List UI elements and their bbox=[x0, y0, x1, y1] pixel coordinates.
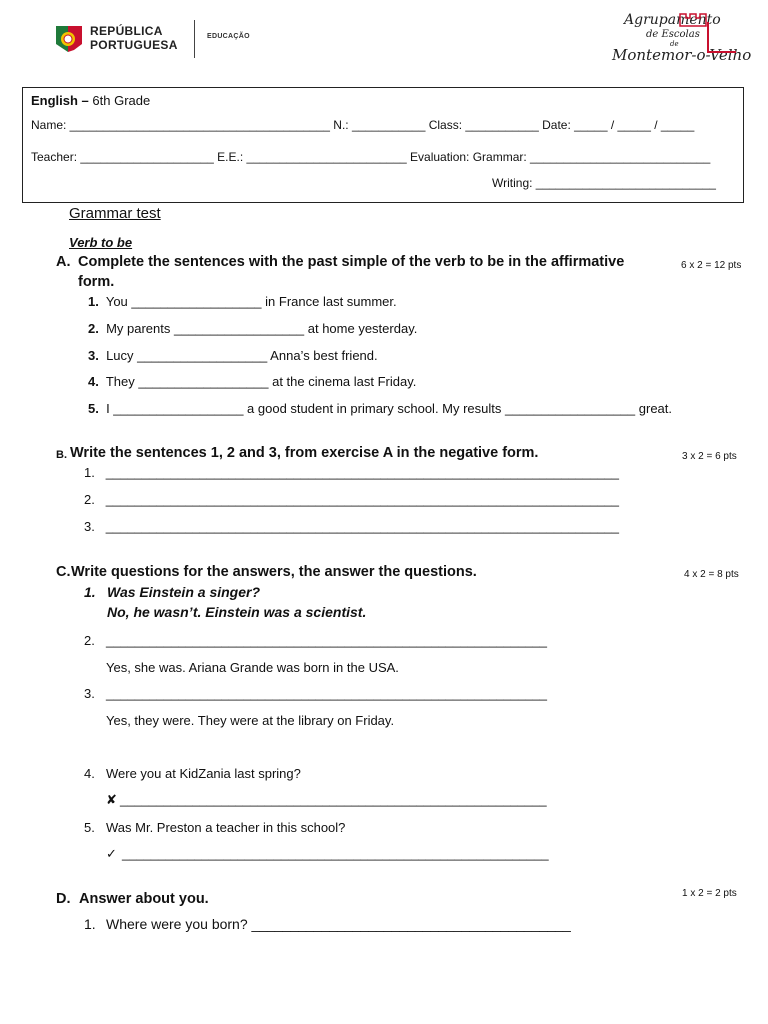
exercise-b-item[interactable]: 2. _______________________________________________________________________ bbox=[84, 492, 620, 507]
exercise-b-letter: B. bbox=[56, 449, 67, 461]
republica-line1: REPÚBLICA bbox=[90, 24, 163, 38]
check-icon: ✓ bbox=[106, 846, 117, 861]
divider bbox=[194, 20, 195, 58]
exercise-c-item-3-answer: Yes, they were. They were at the library on Friday. bbox=[106, 713, 395, 728]
portugal-emblem-icon bbox=[54, 22, 84, 56]
exercise-a-points: 6 x 2 = 12 pts bbox=[681, 260, 742, 271]
exercise-c-example-question: Was Einstein a singer? bbox=[107, 584, 261, 600]
exercise-d-instruction: Answer about you. bbox=[79, 891, 209, 907]
subject-label: English – bbox=[31, 93, 89, 108]
writing-row[interactable]: Writing: ___________________________ bbox=[492, 176, 716, 190]
exercise-c-item-5-number: 5. bbox=[84, 820, 95, 835]
student-info-box bbox=[22, 87, 744, 203]
exercise-c-example-number: 1. bbox=[84, 584, 96, 600]
exercise-a-item[interactable]: 1. You __________________ in France last summer. bbox=[88, 294, 397, 309]
exercise-c-item-5-line[interactable]: ___________________________________________________________ bbox=[122, 846, 549, 861]
exercise-a-item[interactable]: 3. Lucy __________________ Anna’s best friend. bbox=[88, 348, 378, 363]
name-row[interactable]: Name: _______________________________________ N.: ___________ Class: ___________ Date: _____ / _____ / _____ bbox=[31, 118, 695, 132]
exercise-c-item-4-question: Were you at KidZania last spring? bbox=[106, 766, 301, 781]
exercise-d-item-1[interactable]: Where were you born? _________________________________________ bbox=[106, 916, 571, 932]
section-label: Verb to be bbox=[69, 235, 133, 250]
school-line3: de bbox=[670, 40, 679, 48]
cross-icon: ✘ bbox=[106, 792, 117, 807]
exercise-b-item[interactable]: 1. _______________________________________________________________________ bbox=[84, 465, 620, 480]
test-title: Grammar test bbox=[69, 205, 161, 222]
exercise-c-letter: C. bbox=[56, 564, 71, 580]
exercise-d-points: 1 x 2 = 2 pts bbox=[682, 888, 737, 899]
exercise-a-instruction-cont: form. bbox=[78, 274, 115, 290]
exercise-a-item[interactable]: 5. I __________________ a good student in primary school. My results __________________ great. bbox=[88, 401, 672, 416]
exercise-d-letter: D. bbox=[56, 891, 71, 907]
exercise-c-item-5-question: Was Mr. Preston a teacher in this school? bbox=[106, 820, 346, 835]
exercise-c-item-2-answer: Yes, she was. Ariana Grande was born in the USA. bbox=[106, 660, 399, 675]
exercise-b-instruction: Write the sentences 1, 2 and 3, from exercise A in the negative form. bbox=[70, 445, 539, 461]
exercise-c-points: 4 x 2 = 8 pts bbox=[684, 569, 739, 580]
exercise-c-instruction: Write questions for the answers, the answer the questions. bbox=[71, 564, 477, 580]
exercise-c-item-3-line[interactable]: _____________________________________________________________ bbox=[106, 686, 548, 701]
school-logo bbox=[612, 12, 762, 64]
exercise-c-item-2-line[interactable]: _____________________________________________________________ bbox=[106, 633, 548, 648]
school-line4: Montemor-o-Velho bbox=[612, 46, 752, 64]
exercise-c-item-4-number: 4. bbox=[84, 766, 95, 781]
school-line1: Agrupamento bbox=[624, 12, 721, 28]
school-line2: de Escolas bbox=[646, 29, 700, 40]
exercise-c-item-4-line[interactable]: ___________________________________________________________ bbox=[120, 792, 547, 807]
exercise-d-item-1-number: 1. bbox=[84, 916, 96, 932]
exercise-b-item[interactable]: 3. _______________________________________________________________________ bbox=[84, 519, 620, 534]
republica-portuguesa-logo bbox=[54, 20, 254, 64]
grade-label: 6th Grade bbox=[92, 93, 151, 108]
castle-icon bbox=[678, 12, 738, 56]
exercise-b-points: 3 x 2 = 6 pts bbox=[682, 451, 737, 462]
exercise-c-item-2-number: 2. bbox=[84, 633, 95, 648]
ministry-label: EDUCAÇÃO bbox=[207, 33, 250, 40]
exercise-c-item-3-number: 3. bbox=[84, 686, 95, 701]
exercise-a-item[interactable]: 2. My parents __________________ at home yesterday. bbox=[88, 321, 418, 336]
republica-line2: PORTUGUESA bbox=[90, 38, 178, 52]
teacher-row[interactable]: Teacher: ____________________ E.E.: ________________________ Evaluation: Grammar: ___________________________ bbox=[31, 150, 711, 164]
exercise-a-instruction: Complete the sentences with the past simple of the verb to be in the affirmative bbox=[78, 254, 625, 270]
exercise-a-item[interactable]: 4. They __________________ at the cinema last Friday. bbox=[88, 374, 417, 389]
exercise-a-letter: A. bbox=[56, 254, 71, 270]
exercise-c-example-answer: No, he wasn’t. Einstein was a scientist. bbox=[107, 604, 367, 620]
